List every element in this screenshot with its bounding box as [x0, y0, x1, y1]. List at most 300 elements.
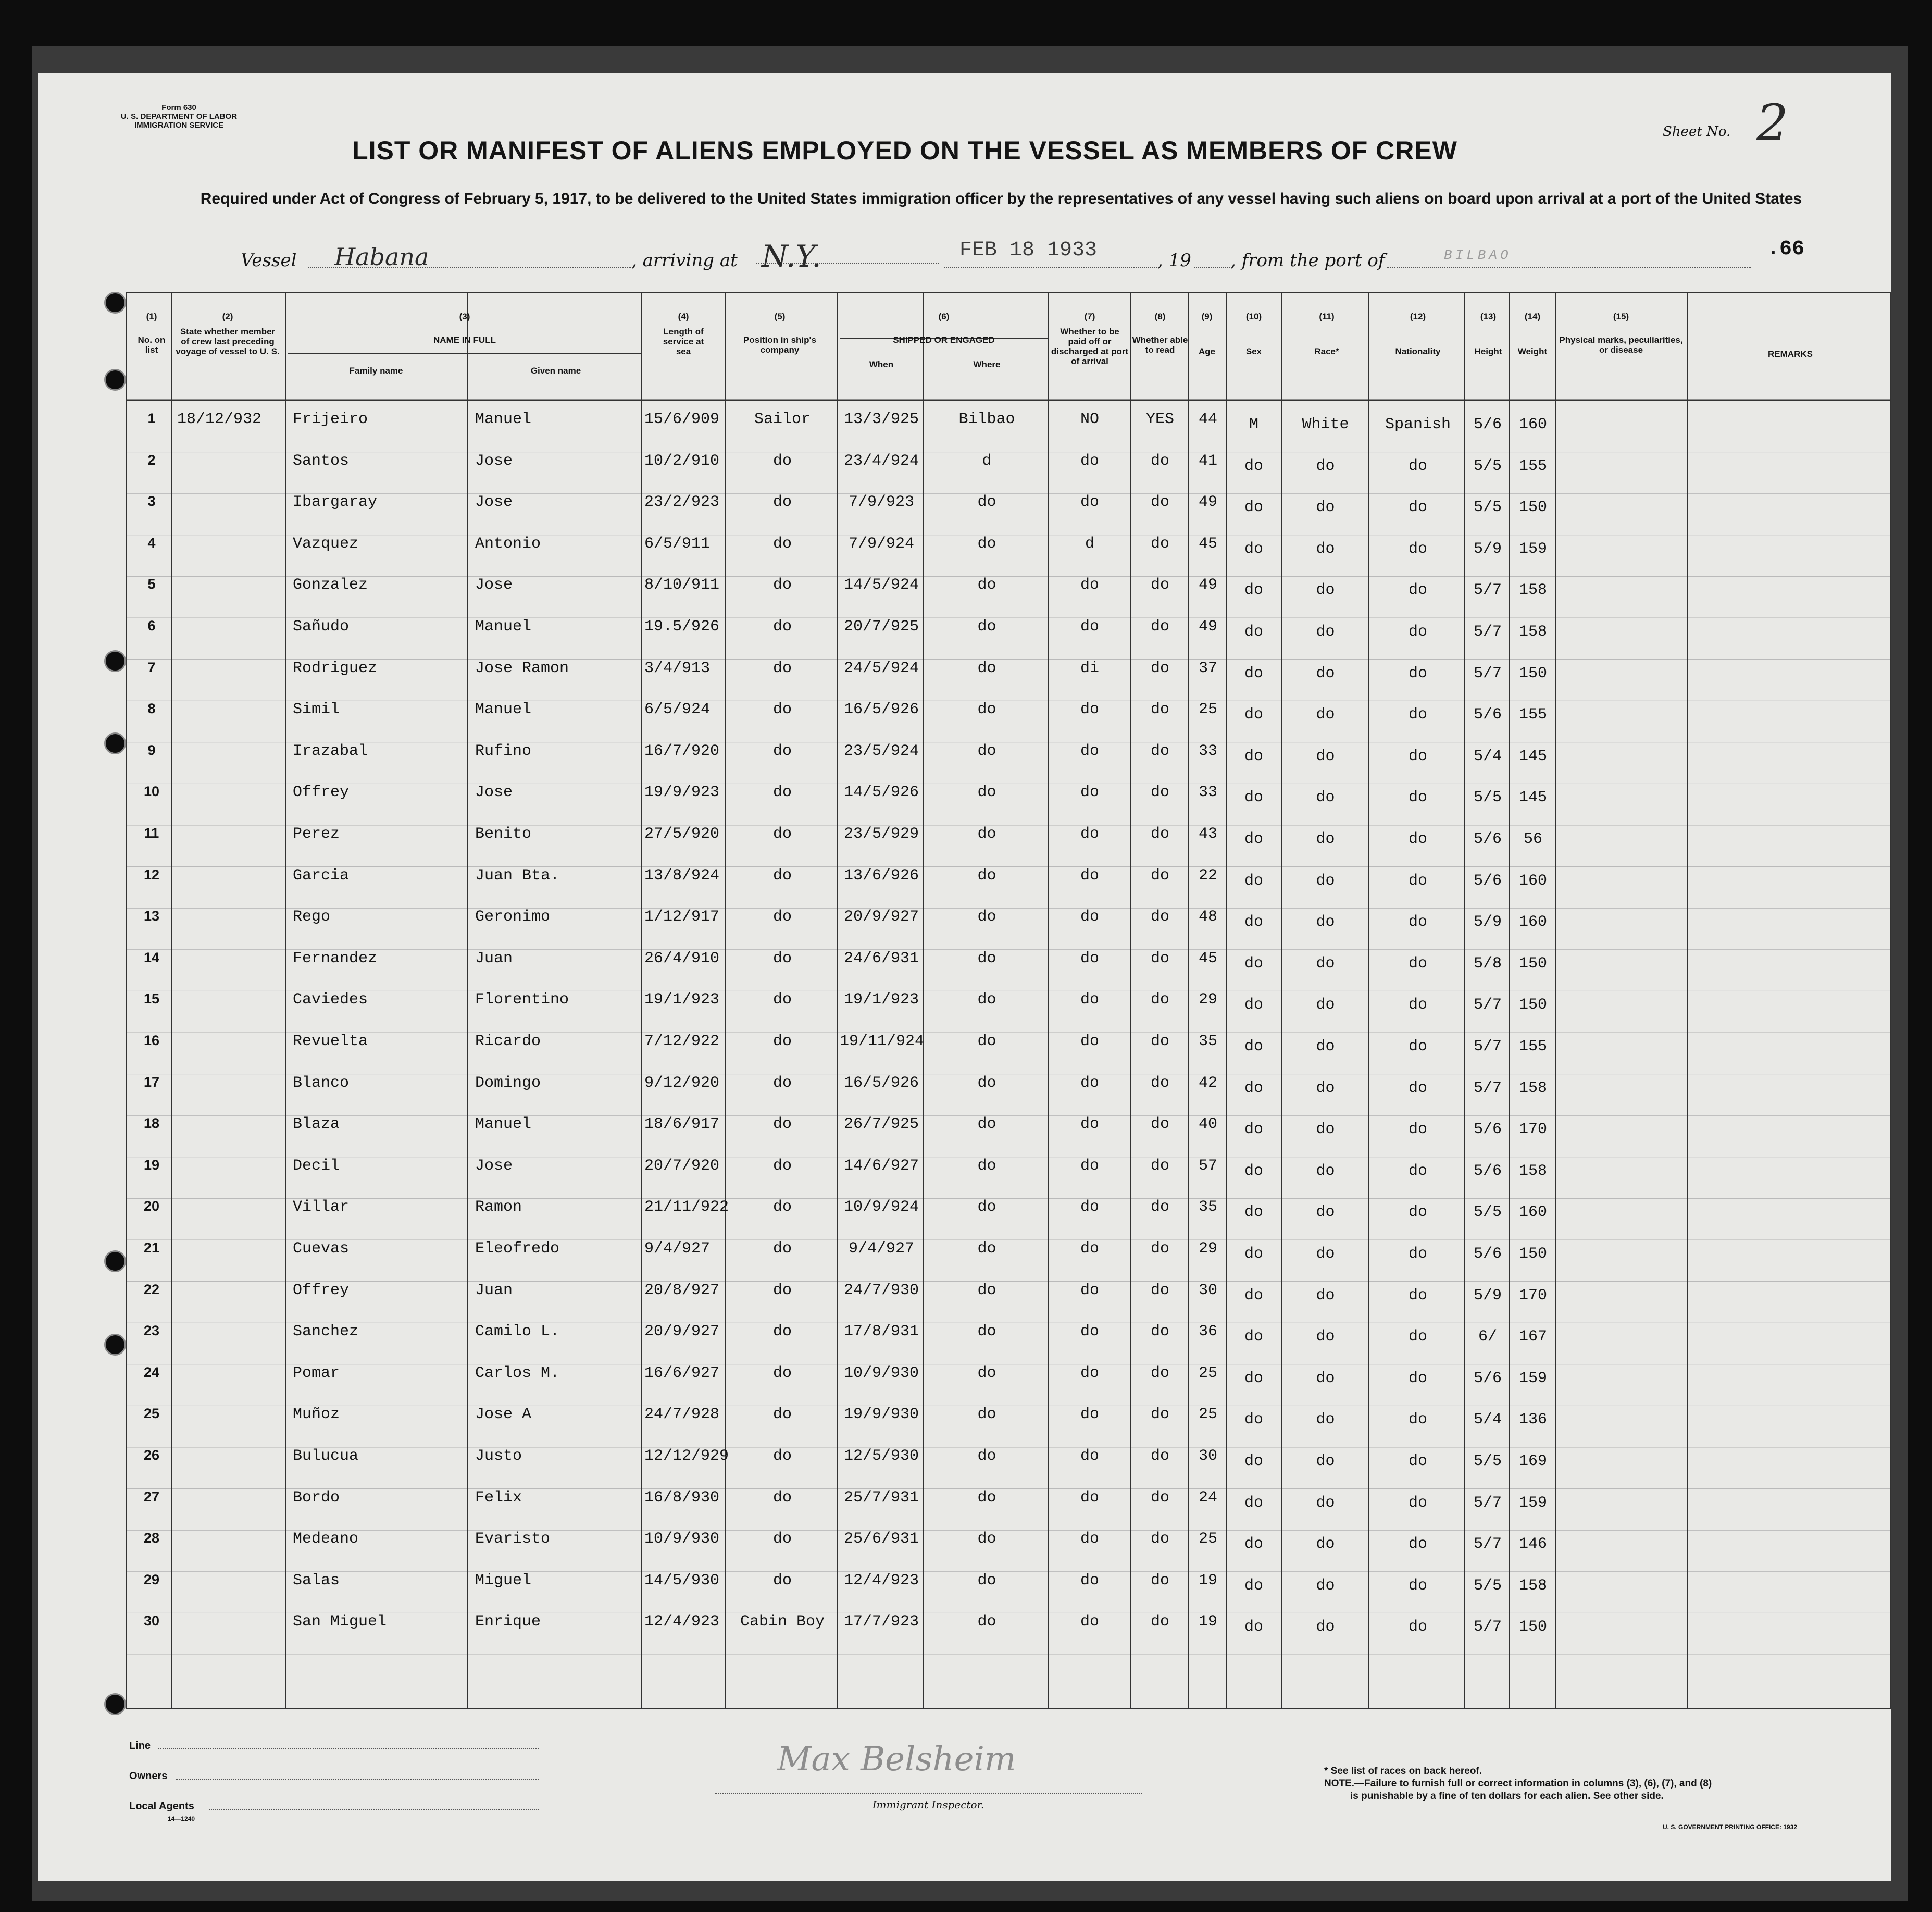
form-header — [121, 103, 237, 130]
row-number: 5 — [147, 576, 156, 592]
age: 24 — [1198, 1488, 1217, 1507]
age: 49 — [1198, 493, 1217, 512]
shipped-where: do — [977, 659, 996, 677]
sex: do — [1244, 457, 1263, 475]
age: 36 — [1198, 1323, 1217, 1341]
local-agents-field — [209, 1798, 539, 1810]
col1-number: (1) — [146, 312, 157, 321]
paid-off: do — [1080, 784, 1099, 802]
arriving-port: N.Y. — [762, 239, 821, 274]
shipped-where: Bilbao — [958, 411, 1015, 428]
able-to-read: do — [1150, 493, 1169, 512]
nationality: do — [1408, 830, 1427, 848]
col6-label: SHIPPED OR ENGAGED — [893, 335, 995, 345]
weight: 150 — [1518, 664, 1547, 682]
race: White — [1302, 416, 1349, 433]
age: 33 — [1198, 784, 1217, 802]
sex: do — [1244, 1535, 1263, 1554]
shipped-where: do — [977, 493, 996, 512]
weight: 160 — [1518, 872, 1547, 890]
shipped-when: 14/6/927 — [843, 1157, 919, 1175]
able-to-read: do — [1150, 908, 1169, 926]
punch-hole — [104, 1250, 126, 1272]
age: 25 — [1198, 1530, 1217, 1548]
family-name: Rodriguez — [293, 659, 378, 677]
service-length: 6/5/924 — [644, 701, 711, 719]
shipped-when: 24/6/931 — [843, 949, 919, 967]
race: do — [1316, 706, 1335, 724]
shipped-where: do — [977, 1198, 996, 1216]
nationality: do — [1408, 1245, 1427, 1263]
weight: 56 — [1523, 830, 1542, 848]
service-length: 3/4/913 — [644, 659, 711, 677]
race: do — [1316, 664, 1335, 682]
height: 5/7 — [1473, 664, 1502, 682]
shipped-when: 20/7/925 — [843, 618, 919, 636]
shipped-when: 19/11/924 — [840, 1033, 925, 1050]
shipped-where: do — [977, 742, 996, 760]
shipped-where: do — [977, 784, 996, 802]
age: 45 — [1198, 949, 1217, 967]
col1-label: No. on list — [138, 335, 166, 355]
shipped-when: 14/5/926 — [843, 784, 919, 802]
shipped-where: do — [977, 535, 996, 553]
shipped-when: 24/7/930 — [843, 1281, 919, 1299]
age: 19 — [1198, 1613, 1217, 1631]
given-name: Juan — [475, 1281, 513, 1299]
shipped-when: 26/7/925 — [843, 1115, 919, 1134]
position: do — [772, 1571, 792, 1590]
service-length: 10/2/910 — [644, 452, 720, 470]
from-port: BILBAO — [1444, 247, 1512, 263]
position: Sailor — [754, 411, 811, 428]
height: 5/6 — [1473, 1162, 1502, 1180]
given-name: Manuel — [475, 618, 532, 636]
able-to-read: do — [1150, 825, 1169, 843]
race: do — [1316, 747, 1335, 765]
given-name: Evaristo — [475, 1530, 551, 1548]
row-number: 24 — [143, 1364, 160, 1380]
position: do — [772, 908, 792, 926]
able-to-read: do — [1150, 1157, 1169, 1175]
given-name: Enrique — [475, 1613, 541, 1631]
row-number: 4 — [147, 535, 156, 551]
position: do — [772, 742, 792, 760]
col14-header — [1512, 312, 1553, 356]
height: 5/7 — [1473, 1618, 1502, 1636]
race: do — [1316, 1535, 1335, 1554]
able-to-read: do — [1150, 991, 1169, 1009]
nationality: Spanish — [1385, 416, 1451, 433]
position: do — [772, 452, 792, 470]
arriving-port-field — [756, 239, 939, 274]
shipped-where: do — [977, 1571, 996, 1590]
able-to-read: do — [1150, 949, 1169, 967]
family-name: Pomar — [293, 1364, 340, 1382]
col12-header — [1371, 312, 1465, 356]
col15-header — [1559, 312, 1684, 355]
weight: 159 — [1518, 1494, 1547, 1512]
able-to-read: do — [1150, 1530, 1169, 1548]
row-number: 14 — [143, 949, 160, 965]
position: do — [772, 1033, 792, 1050]
row-number: 27 — [143, 1488, 160, 1505]
given-name: Benito — [475, 825, 532, 843]
age: 33 — [1198, 742, 1217, 760]
nationality: do — [1408, 954, 1427, 973]
local-agents-label: Local Agents — [129, 1801, 194, 1812]
service-length: 26/4/910 — [644, 949, 720, 967]
service-length: 19/1/923 — [644, 991, 720, 1009]
arriving-label: , arriving at — [631, 250, 738, 271]
race: do — [1316, 830, 1335, 848]
nationality: do — [1408, 540, 1427, 558]
shipped-when: 24/5/924 — [843, 659, 919, 677]
race: do — [1316, 1162, 1335, 1180]
nationality: do — [1408, 1038, 1427, 1056]
note-penalty-1: NOTE.—Failure to furnish full or correct information in columns (3), (6), (7), and (8) — [1324, 1778, 1712, 1789]
weight: 160 — [1518, 913, 1547, 932]
col12-number: (12) — [1410, 312, 1426, 321]
service-length: 7/12/922 — [644, 1033, 720, 1050]
given-name: Rufino — [475, 742, 532, 760]
race: do — [1316, 1038, 1335, 1056]
height: 5/8 — [1473, 954, 1502, 973]
weight: 159 — [1518, 540, 1547, 558]
sheet-number-label: Sheet No. — [1663, 124, 1731, 140]
shipped-where: do — [977, 1281, 996, 1299]
from-port-label: , from the port of — [1230, 250, 1385, 271]
paid-off: do — [1080, 949, 1099, 967]
able-to-read: do — [1150, 1447, 1169, 1465]
from-port-field — [1387, 243, 1751, 268]
vessel-name: Habana — [334, 243, 429, 271]
race: do — [1316, 913, 1335, 932]
able-to-read: do — [1150, 452, 1169, 470]
col9-header — [1189, 312, 1225, 356]
able-to-read: do — [1150, 1240, 1169, 1258]
year-field — [1194, 243, 1230, 268]
printing-office: U. S. GOVERNMENT PRINTING OFFICE: 1932 — [1663, 1823, 1798, 1831]
row-number: 22 — [143, 1281, 160, 1297]
paid-off: do — [1080, 908, 1099, 926]
race: do — [1316, 872, 1335, 890]
punch-hole — [104, 732, 126, 754]
sex: do — [1244, 1328, 1263, 1346]
col2-label: State whether member of crew last preceding voyage of vessel to U. S. — [176, 327, 280, 356]
col7-number: (7) — [1084, 312, 1095, 321]
position: do — [772, 1530, 792, 1548]
col3-header — [288, 312, 642, 345]
year-label: , 19 — [1157, 250, 1191, 271]
service-length: 13/8/924 — [644, 866, 720, 885]
shipped-when: 20/9/927 — [843, 908, 919, 926]
line-label: Line — [129, 1740, 151, 1752]
row-number: 2 — [147, 452, 156, 468]
sex: do — [1244, 1411, 1263, 1429]
position: do — [772, 1115, 792, 1134]
inspector-signature: Max Belsheim — [777, 1740, 1016, 1779]
punch-hole — [104, 1693, 126, 1715]
able-to-read: do — [1150, 1613, 1169, 1631]
shipped-where: do — [977, 1364, 996, 1382]
service-length: 16/6/927 — [644, 1364, 720, 1382]
position: do — [772, 1488, 792, 1507]
paid-off: do — [1080, 1074, 1099, 1092]
row-number: 11 — [144, 825, 159, 841]
family-name: Sañudo — [293, 618, 350, 636]
nationality: do — [1408, 706, 1427, 724]
shipped-when: 10/9/924 — [843, 1198, 919, 1216]
age: 41 — [1198, 452, 1217, 470]
family-name: Revuelta — [293, 1033, 368, 1050]
col7-header — [1051, 312, 1129, 366]
weight: 150 — [1518, 1245, 1547, 1263]
sex: do — [1244, 789, 1263, 807]
shipped-where: do — [977, 1323, 996, 1341]
family-name: Salas — [293, 1571, 340, 1590]
given-name: Jose — [475, 1157, 513, 1175]
nationality: do — [1408, 789, 1427, 807]
form-service: IMMIGRATION SERVICE — [134, 121, 224, 130]
position: do — [772, 1364, 792, 1382]
page-subtitle: Required under Act of Congress of February 5, 1917, to be delivered to the United States immigration officer by the representatives of any vessel having such aliens on board upon arrival at a port of the United States — [200, 190, 1802, 207]
age: 30 — [1198, 1281, 1217, 1299]
position: do — [772, 784, 792, 802]
given-name: Jose — [475, 493, 513, 512]
note-penalty-2: is punishable by a fine of ten dollars for each alien. See other side. — [1350, 1791, 1664, 1802]
service-length: 16/7/920 — [644, 742, 720, 760]
row-number: 17 — [143, 1074, 160, 1090]
able-to-read: do — [1150, 1488, 1169, 1507]
given-name: Juan Bta. — [475, 866, 560, 885]
nationality: do — [1408, 747, 1427, 765]
sex: do — [1244, 830, 1263, 848]
nationality: do — [1408, 457, 1427, 475]
service-length: 24/7/928 — [644, 1406, 720, 1424]
service-length: 10/9/930 — [644, 1530, 720, 1548]
shipped-when: 23/4/924 — [843, 452, 919, 470]
weight: 155 — [1518, 1038, 1547, 1056]
weight: 167 — [1518, 1328, 1547, 1346]
vessel-label: Vessel — [241, 250, 297, 271]
weight: 145 — [1518, 747, 1547, 765]
shipped-where: do — [977, 1488, 996, 1507]
age: 30 — [1198, 1447, 1217, 1465]
col11-header — [1282, 312, 1371, 356]
col14-label: Weight — [1517, 346, 1548, 356]
race: do — [1316, 1328, 1335, 1346]
age: 37 — [1198, 659, 1217, 677]
age: 35 — [1198, 1198, 1217, 1216]
shipped-when: 7/9/923 — [848, 493, 915, 512]
service-length: 8/10/911 — [644, 576, 720, 594]
paid-off: do — [1080, 1406, 1099, 1424]
nationality: do — [1408, 1079, 1427, 1097]
col15-label: Physical marks, peculiarities, or disease — [1559, 335, 1683, 355]
position: do — [772, 1323, 792, 1341]
vessel-name-field — [308, 243, 631, 271]
race: do — [1316, 954, 1335, 973]
sex: do — [1244, 499, 1263, 517]
position: do — [772, 1157, 792, 1175]
height: 5/5 — [1473, 1452, 1502, 1470]
service-length: 20/9/927 — [644, 1323, 720, 1341]
race: do — [1316, 1494, 1335, 1512]
race: do — [1316, 499, 1335, 517]
service-length: 16/8/930 — [644, 1488, 720, 1507]
paid-off: do — [1080, 1530, 1099, 1548]
sex: do — [1244, 913, 1263, 932]
nationality: do — [1408, 664, 1427, 682]
paid-off: do — [1080, 452, 1099, 470]
service-length: 12/4/923 — [644, 1613, 720, 1631]
weight: 155 — [1518, 706, 1547, 724]
weight: 136 — [1518, 1411, 1547, 1429]
col10-label: Sex — [1245, 346, 1262, 356]
service-length: 20/7/920 — [644, 1157, 720, 1175]
shipped-when: 12/5/930 — [843, 1447, 919, 1465]
note-races: * See list of races on back hereof. — [1324, 1766, 1482, 1777]
age: 29 — [1198, 991, 1217, 1009]
shipped-where: do — [977, 701, 996, 719]
weight: 160 — [1518, 1203, 1547, 1222]
height: 5/5 — [1473, 789, 1502, 807]
shipped-when: 12/4/923 — [843, 1571, 919, 1590]
col7-label: Whether to be paid off or discharged at port of arrival — [1051, 327, 1129, 366]
weight: 150 — [1518, 954, 1547, 973]
col10-number: (10) — [1245, 312, 1262, 321]
able-to-read: do — [1150, 659, 1169, 677]
shipped-where: do — [977, 618, 996, 636]
given-name: Manuel — [475, 701, 532, 719]
position: do — [772, 1198, 792, 1216]
row-number: 6 — [147, 618, 156, 634]
row-number: 30 — [143, 1613, 160, 1629]
col10-header — [1228, 312, 1280, 356]
signature-line — [715, 1793, 1142, 1794]
given-name: Domingo — [475, 1074, 541, 1092]
col3a-label: Family name — [349, 366, 403, 376]
shipped-when: 17/7/923 — [843, 1613, 919, 1631]
given-name: Miguel — [475, 1571, 532, 1590]
race: do — [1316, 789, 1335, 807]
service-length: 19/9/923 — [644, 784, 720, 802]
shipped-when: 7/9/924 — [848, 535, 915, 553]
row-number: 26 — [143, 1447, 160, 1463]
paid-off: do — [1080, 825, 1099, 843]
able-to-read: do — [1150, 1115, 1169, 1134]
sex: do — [1244, 1618, 1263, 1636]
able-to-read: YES — [1145, 411, 1174, 428]
given-name: Eleofredo — [475, 1240, 560, 1258]
age: 35 — [1198, 1033, 1217, 1050]
nationality: do — [1408, 1121, 1427, 1139]
nationality: do — [1408, 581, 1427, 600]
sex: do — [1244, 581, 1263, 600]
shipped-when: 23/5/929 — [843, 825, 919, 843]
col5-label: Position in ship's company — [743, 335, 817, 355]
age: 22 — [1198, 866, 1217, 885]
shipped-where: do — [977, 949, 996, 967]
race: do — [1316, 1286, 1335, 1305]
shipped-when: 19/1/923 — [843, 991, 919, 1009]
race: do — [1316, 1618, 1335, 1636]
family-name: Perez — [293, 825, 340, 843]
sex: do — [1244, 954, 1263, 973]
row-number: 28 — [143, 1530, 160, 1546]
paid-off: do — [1080, 493, 1099, 512]
given-name: Ricardo — [475, 1033, 541, 1050]
col13-header — [1467, 312, 1509, 356]
sex: do — [1244, 1494, 1263, 1512]
manifest-sheet — [38, 73, 1891, 1881]
age: 49 — [1198, 618, 1217, 636]
sex: M — [1249, 416, 1258, 433]
col8-number: (8) — [1154, 312, 1166, 321]
able-to-read: do — [1150, 618, 1169, 636]
col13-number: (13) — [1480, 312, 1497, 321]
weight: 150 — [1518, 499, 1547, 517]
family-name: Ibargaray — [293, 493, 378, 512]
punch-hole — [104, 1334, 126, 1356]
able-to-read: do — [1150, 535, 1169, 553]
shipped-when: 25/6/931 — [843, 1530, 919, 1548]
given-name: Camilo L. — [475, 1323, 560, 1341]
sheet-number-value: 2 — [1756, 94, 1789, 152]
race: do — [1316, 996, 1335, 1014]
family-name: Medeano — [293, 1530, 359, 1548]
inspector-label: Immigrant Inspector. — [872, 1798, 984, 1811]
position: do — [772, 618, 792, 636]
sex: do — [1244, 1286, 1263, 1305]
given-name: Antonio — [475, 535, 541, 553]
row-number: 12 — [143, 866, 160, 883]
sex: do — [1244, 996, 1263, 1014]
race: do — [1316, 540, 1335, 558]
given-name: Justo — [475, 1447, 522, 1465]
race: do — [1316, 1411, 1335, 1429]
nationality: do — [1408, 1203, 1427, 1222]
nationality: do — [1408, 913, 1427, 932]
shipped-when: 13/6/926 — [843, 866, 919, 885]
paid-off: do — [1080, 1488, 1099, 1507]
weight: 159 — [1518, 1369, 1547, 1387]
date-stamp: FEB 18 1933 — [959, 239, 1098, 262]
family-name: Offrey — [293, 784, 350, 802]
weight: 169 — [1518, 1452, 1547, 1470]
service-length: 1/12/917 — [644, 908, 720, 926]
family-name: Frijeiro — [293, 411, 368, 428]
sex: do — [1244, 1576, 1263, 1595]
col2-number: (2) — [222, 312, 233, 321]
family-name: Fernandez — [293, 949, 378, 967]
nationality: do — [1408, 1618, 1427, 1636]
row-number: 20 — [143, 1198, 160, 1214]
age: 45 — [1198, 535, 1217, 553]
family-name: Offrey — [293, 1281, 350, 1299]
row-number: 13 — [143, 908, 160, 924]
col8-label: Whether able to read — [1132, 335, 1188, 355]
weight: 158 — [1518, 1079, 1547, 1097]
family-name: Villar — [293, 1198, 350, 1216]
race: do — [1316, 1203, 1335, 1222]
row-number: 25 — [143, 1406, 160, 1422]
service-length: 19.5/926 — [644, 618, 720, 636]
given-name: Geronimo — [475, 908, 551, 926]
weight: 155 — [1518, 457, 1547, 475]
col15-number: (15) — [1613, 312, 1629, 321]
